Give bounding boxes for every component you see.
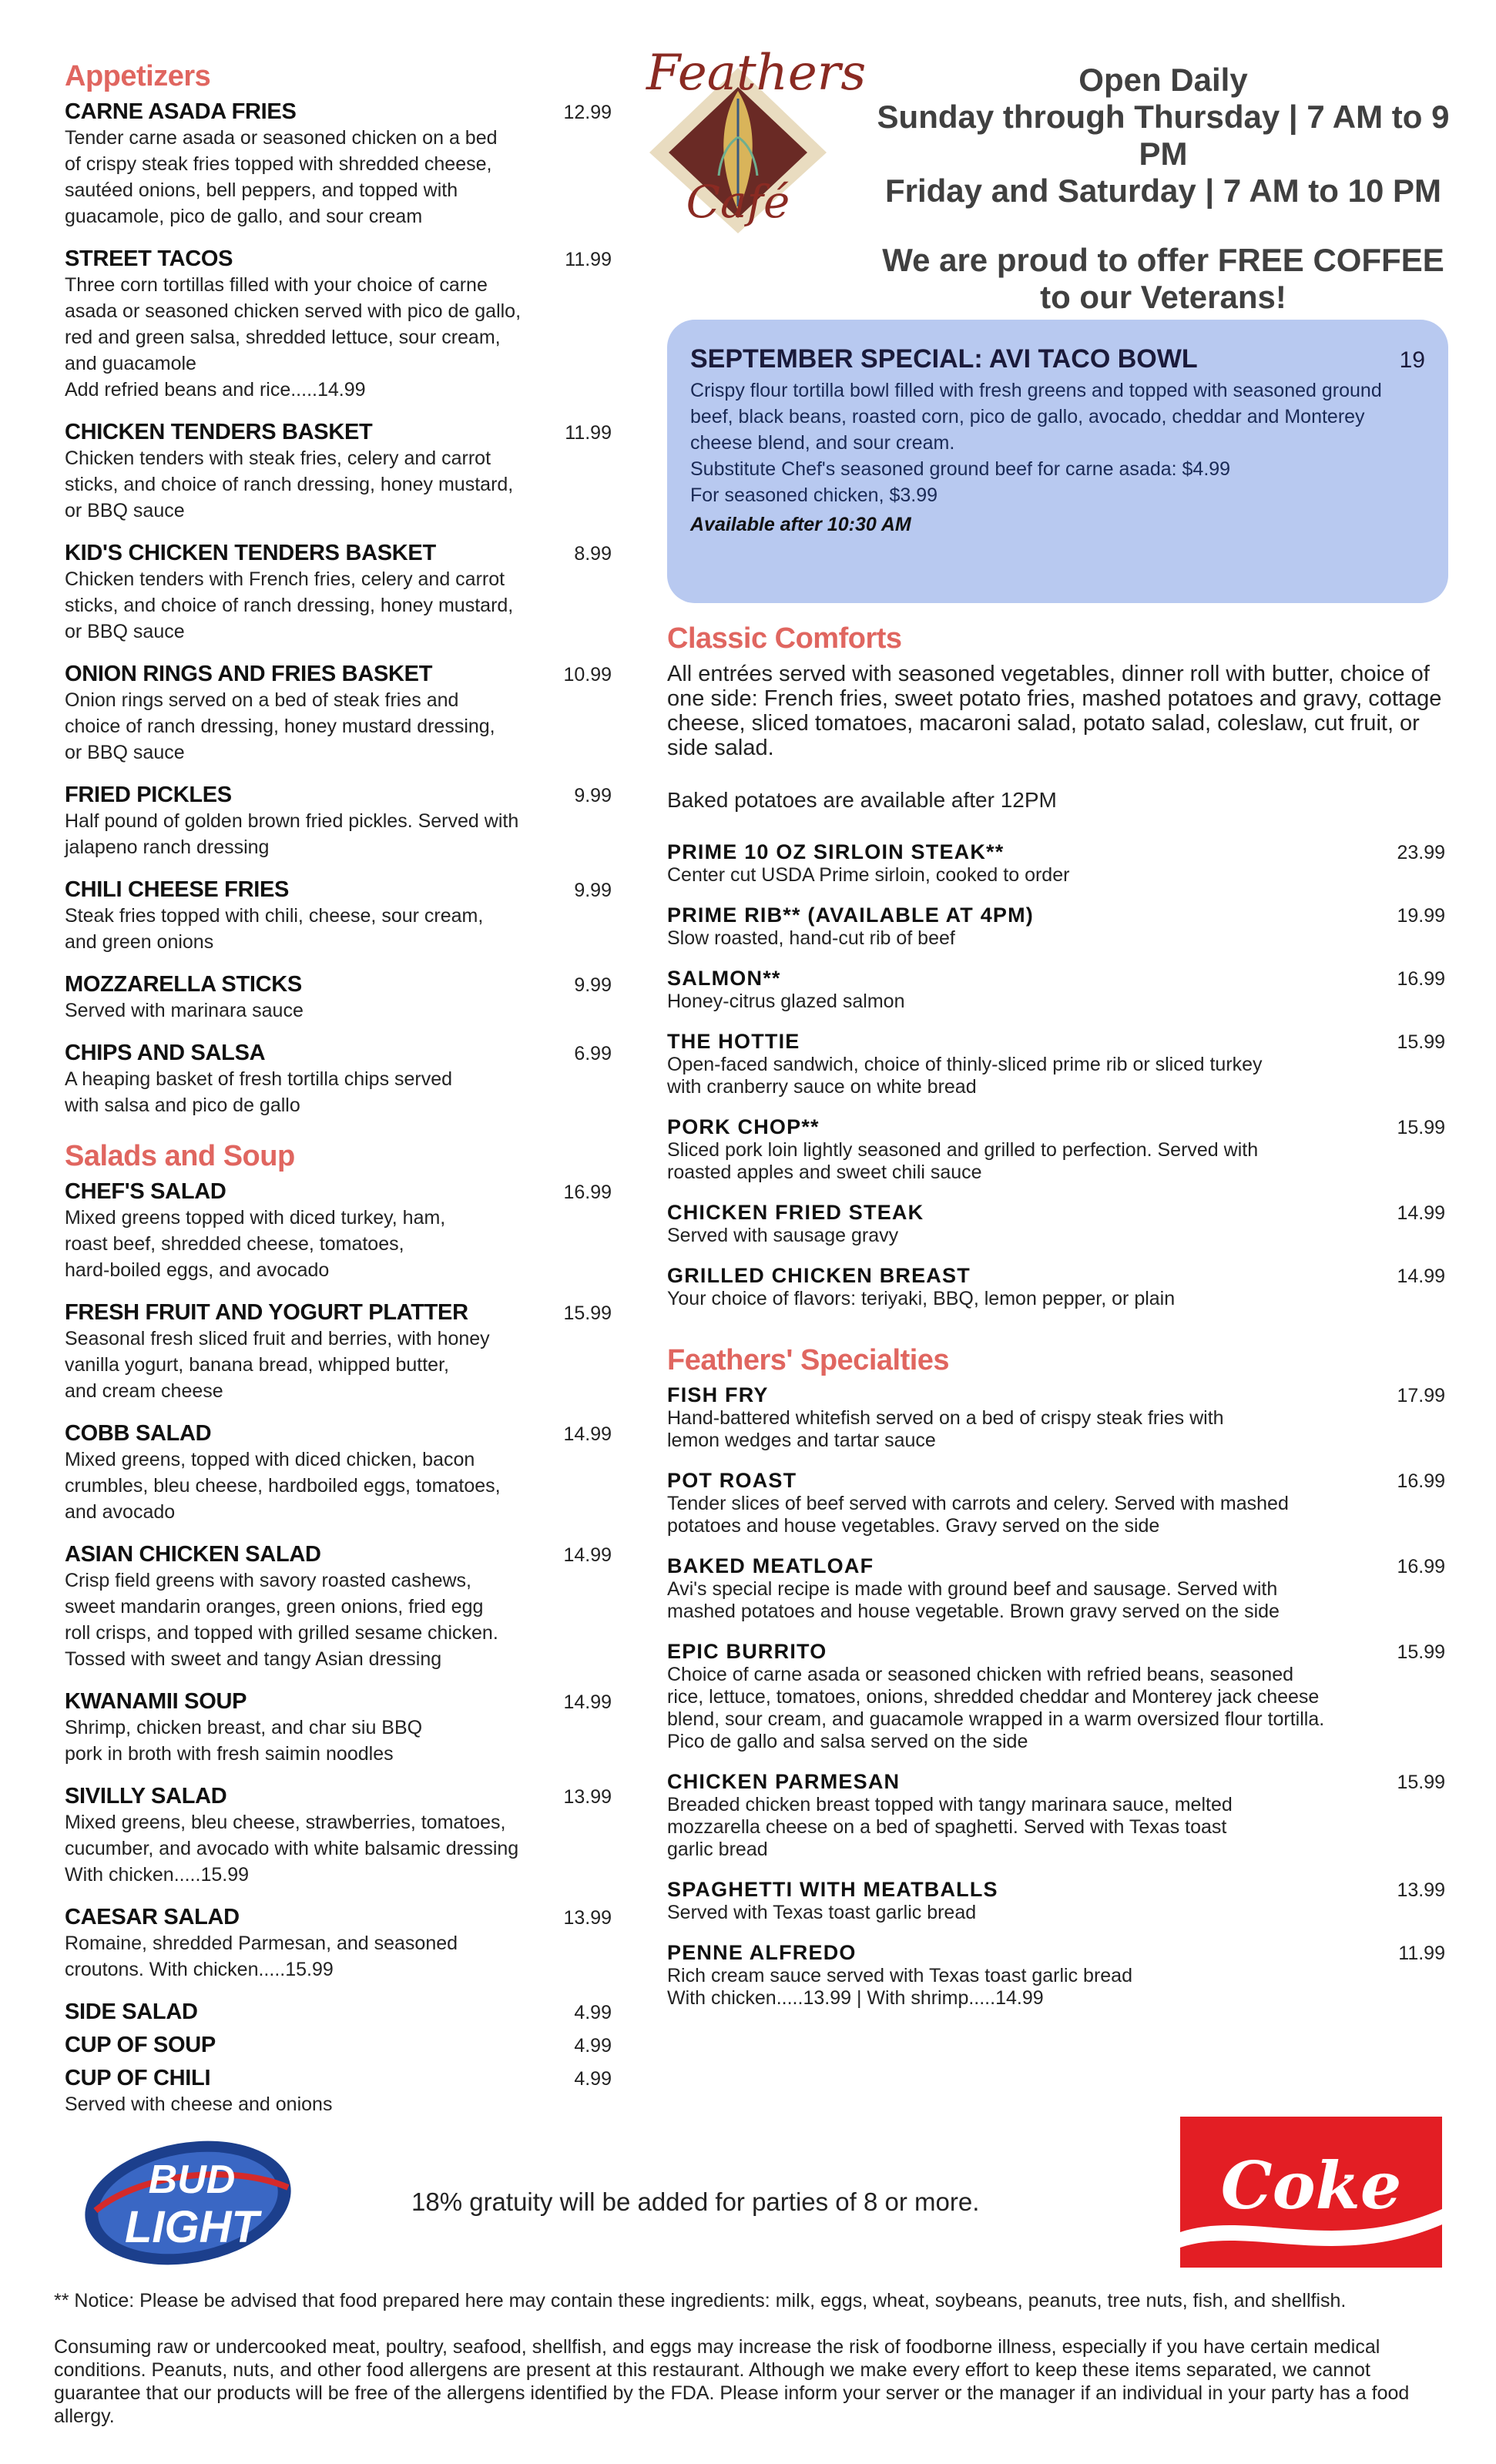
menu-item-price: 19.99: [1397, 905, 1445, 927]
appetizers-list: [65, 99, 612, 1118]
left-column: [65, 60, 612, 2134]
menu-item-name: CHICKEN FRIED STEAK: [667, 1201, 924, 1224]
menu-item: [65, 1784, 612, 1888]
specialties-title: Feathers' Specialties: [667, 1344, 950, 1376]
menu-item-description: Steak fries topped with chili, cheese, sour cream, and green onions: [65, 905, 484, 953]
menu-item-description: Served with Texas toast garlic bread: [667, 1902, 977, 1923]
menu-item-description: Hand-battered whitefish served on a bed of crispy steak fries with lemon wedges and tartar sauce: [667, 1407, 1224, 1451]
menu-item-description: Tender carne asada or seasoned chicken on a bed of crispy steak fries topped with shredded cheese, sautéed onions, bell peppers, and topped with guacamole, pico de gallo, and sour cream: [65, 127, 498, 227]
menu-item: [667, 1030, 1445, 1098]
menu-item-description: Avi's special recipe is made with ground beef and sausage. Served with mashed potatoes and house vegetable. Brown gravy served on the side: [667, 1578, 1280, 1622]
menu-item: [65, 1421, 612, 1525]
menu-item-name: SIDE SALAD: [65, 2000, 198, 2024]
menu-item-description: Chicken tenders with steak fries, celery and carrot sticks, and choice of ranch dressing, honey mustard, or BBQ sauce: [65, 448, 514, 521]
menu-item-price: 17.99: [1397, 1385, 1445, 1406]
menu-item-price: 15.99: [563, 1302, 612, 1324]
menu-item-price: 14.99: [1397, 1202, 1445, 1224]
menu-item-name: STREET TACOS: [65, 246, 233, 271]
menu-item-name: ASIAN CHICKEN SALAD: [65, 1542, 321, 1567]
comforts-list: [667, 840, 1445, 1310]
menu-item-price: 14.99: [563, 1423, 612, 1445]
menu-item-description: Choice of carne asada or seasoned chicken with refried beans, seasoned rice, lettuce, tomatoes, onions, shredded cheddar and Monterey jack cheese blend, sour cream, and guacamole wrapped in a warm oversized flour tortilla. Pico de gallo and salsa served on the side: [667, 1664, 1325, 1752]
hours-line-2: Sunday through Thursday | 7 AM to 9 PM: [877, 99, 1450, 172]
menu-item-name: THE HOTTIE: [667, 1030, 800, 1053]
menu-item-price: 13.99: [1397, 1879, 1445, 1901]
menu-item-name: CHILI CHEESE FRIES: [65, 877, 290, 902]
menu-item-price: 16.99: [563, 1182, 612, 1203]
menu-item: [667, 903, 1445, 950]
menu-item-name: ONION RINGS AND FRIES BASKET: [65, 662, 433, 686]
menu-item-price: 14.99: [563, 1691, 612, 1713]
feathers-cafe-logo: [642, 45, 867, 236]
menu-item-name: KID'S CHICKEN TENDERS BASKET: [65, 541, 436, 565]
menu-item: [65, 99, 612, 230]
menu-item: [667, 1554, 1445, 1623]
menu-item-price: 11.99: [565, 249, 612, 270]
menu-item: [65, 2000, 612, 2025]
menu-item: [65, 541, 612, 645]
menu-item-price: 4.99: [574, 2035, 612, 2057]
menu-item: [667, 1640, 1445, 1753]
menu-item-description: Open-faced sandwich, choice of thinly-sliced prime rib or sliced turkey with cranberry sauce on white bread: [667, 1054, 1263, 1098]
special-availability: Available after 10:30 AM: [690, 514, 911, 535]
menu-item: [65, 2066, 612, 2117]
logo-text-feathers: Feathers: [646, 45, 867, 102]
menu-item: [667, 1941, 1445, 2010]
menu-item: [667, 1115, 1445, 1184]
menu-item-description: Romaine, shredded Parmesan, and seasoned croutons. With chicken.....15.99: [65, 1933, 458, 1980]
menu-item: [667, 1264, 1445, 1310]
menu-item-name: CHICKEN TENDERS BASKET: [65, 420, 373, 444]
menu-item: [65, 1041, 612, 1118]
menu-item-name: CHIPS AND SALSA: [65, 1041, 266, 1065]
veterans-line-1: We are proud to offer FREE COFFEE: [882, 242, 1444, 278]
special-substitute-2: For seasoned chicken, $3.99: [690, 484, 938, 506]
menu-item-description: Sliced pork loin lightly seasoned and grilled to perfection. Served with roasted apples and sweet chili sauce: [667, 1139, 1259, 1183]
menu-item: [65, 1905, 612, 1983]
menu-item-price: 23.99: [1397, 842, 1445, 863]
menu-item-description: Half pound of golden brown fried pickles. Served with jalapeno ranch dressing: [65, 810, 519, 858]
menu-item-description: Rich cream sauce served with Texas toast garlic bread With chicken.....13.99 | With shrimp.....14.99: [667, 1965, 1132, 2009]
menu-item-description: Crisp field greens with savory roasted cashews, sweet mandarin oranges, green onions, fried egg roll crisps, and topped with grilled sesame chicken. Tossed with sweet and tangy Asian dressing: [65, 1570, 498, 1670]
special-substitute-1: Substitute Chef's seasoned ground beef for carne asada: $4.99: [690, 458, 1231, 480]
menu-item-price: 15.99: [1397, 1772, 1445, 1793]
menu-item-description: Tender slices of beef served with carrots and celery. Served with mashed potatoes and house vegetables. Gravy served on the side: [667, 1493, 1289, 1537]
menu-item-name: MOZZARELLA STICKS: [65, 972, 302, 997]
menu-item: [65, 783, 612, 860]
menu-item-name: CUP OF SOUP: [65, 2033, 216, 2057]
menu-item: [65, 877, 612, 955]
menu-item-name: CUP OF CHILI: [65, 2066, 211, 2090]
menu-item-description: Mixed greens, bleu cheese, strawberries, tomatoes, cucumber, and avocado with white balsamic dressing With chicken.....15.99: [65, 1812, 519, 1886]
menu-item: [65, 972, 612, 1024]
menu-item-description: A heaping basket of fresh tortilla chips served with salsa and pico de gallo: [65, 1068, 453, 1116]
menu-item-price: 8.99: [574, 543, 612, 565]
menu-item-description: Honey-citrus glazed salmon: [667, 991, 905, 1012]
menu-item: [667, 1201, 1445, 1247]
special-price: 19: [1399, 347, 1425, 373]
notice-ingredients: ** Notice: Please be advised that food prepared here may contain these ingredients: milk, eggs, wheat, soybeans, peanuts, tree nuts, fish, and shellfish.: [54, 2290, 1347, 2311]
menu-item-description: Mixed greens, topped with diced chicken, bacon crumbles, bleu cheese, hardboiled eggs, tomatoes, and avocado: [65, 1449, 501, 1523]
special-description: Crispy flour tortilla bowl filled with fresh greens and topped with seasoned ground beef, black beans, roasted corn, pico de gallo, avocado, cheddar and Monterey cheese blend, and sour cream.: [690, 380, 1382, 454]
menu-item-price: 14.99: [1397, 1266, 1445, 1287]
menu-item-description: Shrimp, chicken breast, and char siu BBQ pork in broth with fresh saimin noodles: [65, 1717, 423, 1765]
allergen-notice: [54, 2289, 1448, 2451]
bud-light-logo: [80, 2126, 304, 2280]
comforts-title: Classic Comforts: [667, 622, 902, 655]
salads-list: [65, 1179, 612, 2117]
menu-item-price: 14.99: [563, 1544, 612, 1566]
menu-item-name: FRESH FRUIT AND YOGURT PLATTER: [65, 1300, 468, 1325]
special-title: SEPTEMBER SPECIAL: AVI TACO BOWL: [690, 344, 1198, 374]
notice-foodborne: Consuming raw or undercooked meat, poultry, seafood, shellfish, and eggs may increase the risk of foodborne illness, especially if you have certain medical conditions. Peanuts, nuts, and other food allergens are present at this restaurant. Although we make every effort to keep these items separated, we cannot guarantee that our products will be free of the allergens identified by the FDA. Please inform your server or the manager if an individual in your party has a food allergy.: [54, 2336, 1410, 2427]
menu-item: [65, 662, 612, 766]
bud-light-text-2: LIGHT: [125, 2202, 259, 2252]
menu-item-price: 11.99: [1398, 1943, 1445, 1964]
menu-item-name: PRIME 10 OZ SIRLOIN STEAK**: [667, 840, 1005, 863]
menu-item-name: CHEF'S SALAD: [65, 1179, 226, 1204]
menu-item-name: PENNE ALFREDO: [667, 1941, 857, 1964]
menu-item-name: KWANAMII SOUP: [65, 1689, 247, 1714]
menu-item: [65, 246, 612, 403]
menu-item: [667, 1469, 1445, 1537]
menu-item-price: 16.99: [1397, 1470, 1445, 1492]
menu-item-price: 15.99: [1397, 1031, 1445, 1053]
hours-line-1: Open Daily: [1078, 62, 1248, 98]
menu-item-price: 9.99: [574, 974, 612, 996]
veterans-line-2: to our Veterans!: [1040, 279, 1286, 315]
menu-item-price: 9.99: [574, 785, 612, 806]
menu-item: [65, 2033, 612, 2058]
menu-item-name: POT ROAST: [667, 1469, 797, 1492]
menu-item-name: GRILLED CHICKEN BREAST: [667, 1264, 971, 1287]
menu-item: [667, 840, 1445, 887]
menu-item-name: SPAGHETTI WITH MEATBALLS: [667, 1878, 998, 1901]
menu-item-name: CARNE ASADA FRIES: [65, 99, 297, 124]
menu-item: [667, 1770, 1445, 1861]
comforts-baked-potato-note: Baked potatoes are available after 12PM: [667, 788, 1057, 812]
appetizers-title: Appetizers: [65, 60, 211, 92]
menu-item-description: Breaded chicken breast topped with tangy marinara sauce, melted mozzarella cheese on a bed of spaghetti. Served with Texas toast garlic bread: [667, 1794, 1233, 1860]
menu-item-price: 9.99: [574, 880, 612, 901]
menu-item-name: PRIME RIB** (AVAILABLE AT 4PM): [667, 903, 1035, 927]
menu-item-name: COBB SALAD: [65, 1421, 212, 1446]
menu-item-price: 15.99: [1397, 1117, 1445, 1138]
menu-item-name: SALMON**: [667, 967, 781, 990]
menu-item: [667, 1383, 1445, 1452]
menu-item: [65, 1542, 612, 1672]
menu-item-description: Mixed greens topped with diced turkey, ham, roast beef, shredded cheese, tomatoes, hard-boiled eggs, and avocado: [65, 1207, 446, 1281]
menu-item-name: BAKED MEATLOAF: [667, 1554, 874, 1577]
menu-item-description: Center cut USDA Prime sirloin, cooked to order: [667, 864, 1070, 886]
menu-item: [65, 1300, 612, 1404]
menu-item-price: 11.99: [565, 422, 612, 444]
menu-item-price: 4.99: [574, 2068, 612, 2090]
specialties-list: [667, 1383, 1445, 2010]
menu-item-name: PORK CHOP**: [667, 1115, 820, 1138]
menu-item-description: Served with marinara sauce: [65, 1000, 304, 1021]
hours-block: [855, 62, 1471, 316]
menu-item-price: 10.99: [563, 664, 612, 686]
menu-item-description: Onion rings served on a bed of steak fries and choice of ranch dressing, honey mustard dressing, or BBQ sauce: [65, 689, 495, 763]
menu-item-description: Slow roasted, hand-cut rib of beef: [667, 927, 955, 949]
hours-line-3: Friday and Saturday | 7 AM to 10 PM: [884, 173, 1442, 209]
menu-item-name: EPIC BURRITO: [667, 1640, 827, 1663]
menu-item-description: Served with cheese and onions: [65, 2094, 333, 2115]
menu-item-description: Three corn tortillas filled with your choice of carne asada or seasoned chicken served with pico de gallo, red and green salsa, shredded lettuce, sour cream, and guacamole Add refried beans and rice.....14.99: [65, 274, 522, 401]
menu-item-price: 16.99: [1397, 1556, 1445, 1577]
comforts-intro: All entrées served with seasoned vegetables, dinner roll with butter, choice of one side: French fries, sweet potato fries, mashed potatoes and gravy, cottage cheese, sliced tomatoes, macaroni salad, potato salad, coleslaw, cut fruit, or side salad.: [667, 662, 1442, 760]
menu-item: [667, 1878, 1445, 1924]
menu-item-name: SIVILLY SALAD: [65, 1784, 227, 1809]
menu-item-name: FRIED PICKLES: [65, 783, 232, 807]
menu-item: [667, 967, 1445, 1013]
menu-item: [65, 420, 612, 524]
menu-item: [65, 1179, 612, 1283]
logo-text-cafe: Café: [686, 176, 790, 228]
coke-text: Coke: [1220, 2147, 1402, 2224]
menu-item-price: 12.99: [563, 102, 612, 123]
gratuity-note: 18% gratuity will be added for parties of 8 or more.: [411, 2187, 980, 2216]
monthly-special-box: [667, 320, 1448, 603]
menu-item-description: Chicken tenders with French fries, celery and carrot sticks, and choice of ranch dressing, honey mustard, or BBQ sauce: [65, 568, 514, 642]
salads-title: Salads and Soup: [65, 1140, 295, 1172]
bud-light-text-1: BUD: [148, 2157, 236, 2202]
menu-item-price: 16.99: [1397, 968, 1445, 990]
menu-item-price: 4.99: [574, 2002, 612, 2023]
menu-item-description: Your choice of flavors: teriyaki, BBQ, lemon pepper, or plain: [667, 1288, 1176, 1309]
menu-item-price: 15.99: [1397, 1641, 1445, 1663]
menu-item-name: FISH FRY: [667, 1383, 769, 1406]
menu-item-price: 13.99: [563, 1907, 612, 1929]
menu-item-price: 13.99: [563, 1786, 612, 1808]
menu-item-price: 6.99: [574, 1043, 612, 1064]
menu-item-description: Seasonal fresh sliced fruit and berries, with honey vanilla yogurt, banana bread, whipped butter, and cream cheese: [65, 1328, 490, 1402]
coke-logo: [1180, 2117, 1442, 2268]
menu-item-name: CHICKEN PARMESAN: [667, 1770, 901, 1793]
menu-item-description: Served with sausage gravy: [667, 1225, 899, 1246]
menu-item: [65, 1689, 612, 1767]
menu-item-name: CAESAR SALAD: [65, 1905, 240, 1929]
